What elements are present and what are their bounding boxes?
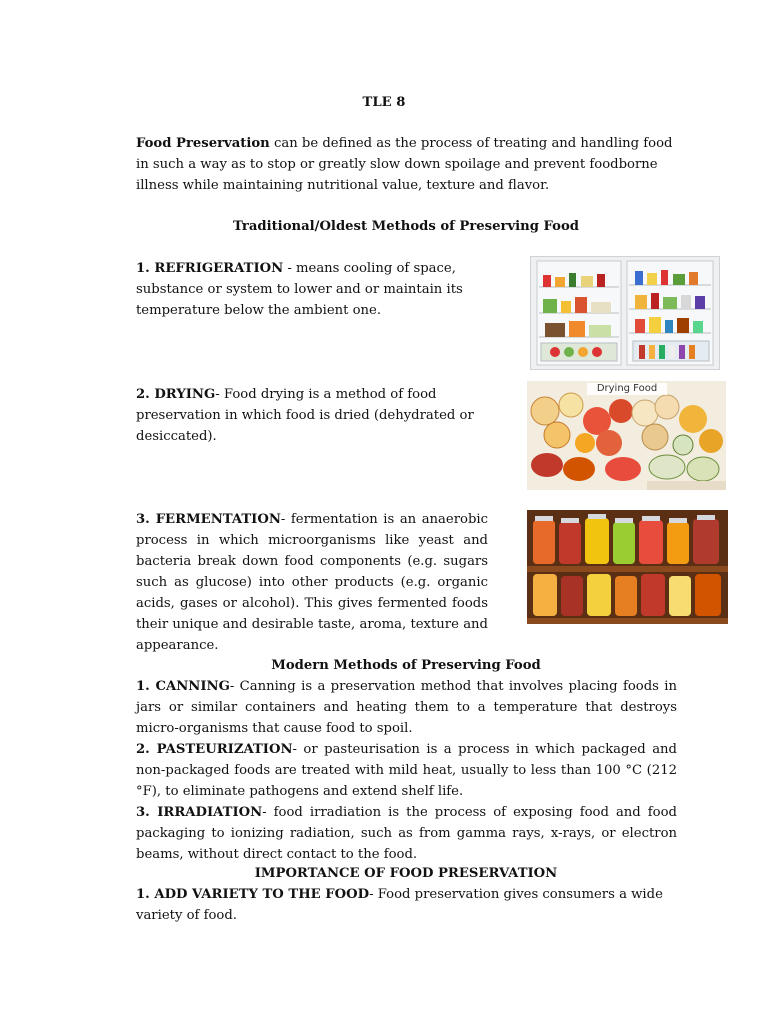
- importance-variety: [136, 884, 677, 926]
- document-title: TLE 8: [362, 95, 406, 110]
- importance-heading: IMPORTANCE OF FOOD PRESERVATION: [254, 866, 558, 881]
- method-canning: [136, 676, 677, 739]
- method-irradiation: [136, 802, 677, 865]
- refrigerator-image: [530, 256, 720, 370]
- drying-food-caption: Drying Food: [587, 383, 667, 395]
- method-pasteurization: [136, 739, 677, 802]
- importance-list: [136, 884, 677, 926]
- importance-text: - Food preservation gives consumers a wide variety of food.: [136, 887, 663, 923]
- method-drying: [136, 384, 496, 447]
- method-refrigeration: [136, 258, 496, 321]
- intro-paragraph: [136, 133, 676, 196]
- method-label: 1. REFRIGERATION: [136, 261, 284, 276]
- method-label: 2. DRYING: [136, 387, 216, 402]
- modern-methods-heading: Modern Methods of Preserving Food: [271, 658, 541, 673]
- method-label: 2. PASTEURIZATION: [136, 742, 293, 757]
- refrigerator-illustration: [531, 257, 719, 369]
- intro-term: Food Preservation: [136, 136, 270, 151]
- method-label: 3. IRRADIATION: [136, 805, 263, 820]
- method-label: 3. FERMENTATION: [136, 512, 281, 527]
- method-text: - means cooling of space, substance or system to lower and or maintain its temperature below the ambient one.: [136, 261, 463, 318]
- fermentation-jars-illustration: [527, 510, 728, 624]
- method-text: - food irradiation is the process of exposing food and food packaging to ionizing radiation, such as from gamma rays, x-rays, or electron beams, without direct contact to the food.: [136, 805, 677, 862]
- intro-definition: can be defined as the process of treating and handling food in such a way as to stop or greatly slow down spoilage and prevent foodborne illness while maintaining nutritional value, texture and flavor.: [136, 136, 673, 193]
- drying-food-image: [527, 381, 726, 490]
- method-text: - fermentation is an anaerobic process in which microorganisms like yeast and bacteria break down food components (e.g. sugars such as glucose) into other products (e.g. organic acids, gases or alcohol). This gives fermented foods their unique and desirable taste, aroma, texture and appearance.: [136, 512, 489, 653]
- method-text: - Food drying is a method of food preservation in which food is dried (dehydrated or desiccated).: [136, 387, 474, 444]
- modern-methods-list: [136, 676, 677, 865]
- method-label: 1. CANNING: [136, 679, 230, 694]
- method-fermentation: [136, 509, 488, 656]
- drying-food-illustration: [527, 381, 726, 490]
- fermentation-jars-image: [527, 510, 728, 624]
- importance-label: 1. ADD VARIETY TO THE FOOD: [136, 887, 370, 902]
- traditional-methods-heading: Traditional/Oldest Methods of Preserving Food: [233, 219, 579, 234]
- method-text: - or pasteurisation is a process in which packaged and non-packaged foods are treated with mild heat, usually to less than 100 °C (212 °F), to eliminate pathogens and extend shelf life.: [136, 742, 677, 799]
- method-text: - Canning is a preservation method that involves placing foods in jars or similar containers and heating them to a temperature that destroys micro-organisms that cause food to spoil.: [136, 679, 677, 736]
